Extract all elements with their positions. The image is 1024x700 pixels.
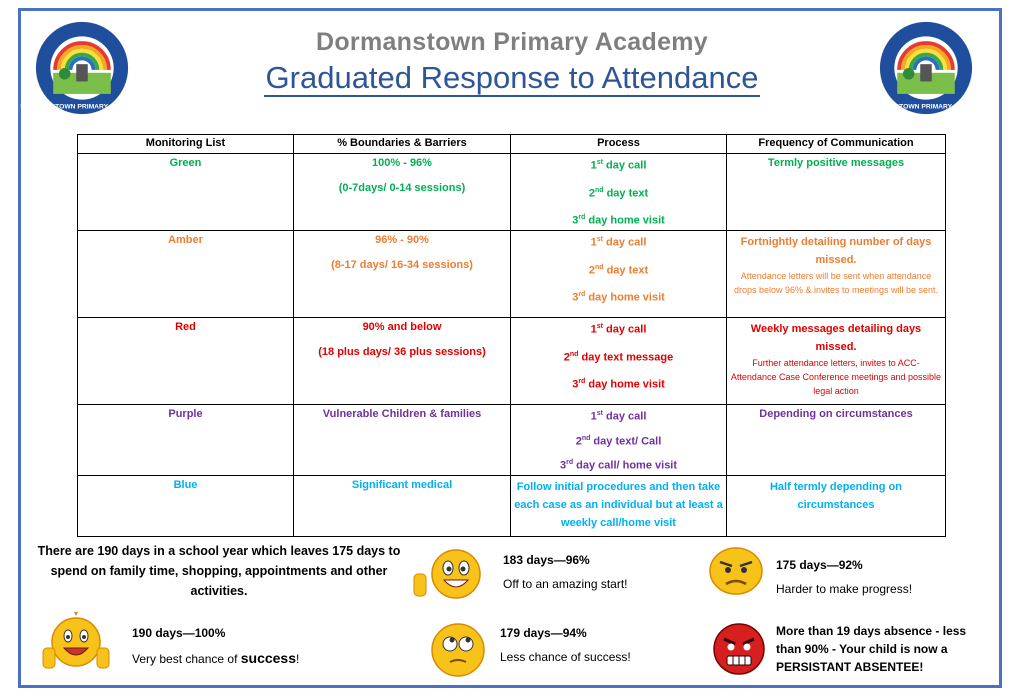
page-title-text: Graduated Response to Attendance bbox=[265, 60, 759, 95]
level-cell bbox=[78, 154, 294, 231]
page-title bbox=[0, 60, 1024, 96]
communication-note: Attendance letters will be sent when attendance drops below 96% & invites to meetings will be sent. bbox=[733, 271, 939, 295]
level-label: Purple bbox=[168, 408, 203, 420]
footer-item-175 bbox=[776, 558, 912, 596]
boundary-days: (0-7days/ 0-14 sessions) bbox=[338, 182, 466, 194]
column-header: Frequency of Communication bbox=[727, 135, 946, 154]
process-step: 2nd day text/ Call bbox=[575, 434, 662, 448]
footer-heading: 190 days—100% bbox=[132, 626, 226, 640]
level-cell bbox=[78, 318, 294, 405]
column-header: % Boundaries & Barriers bbox=[294, 135, 511, 154]
footer-heading: 175 days—92% bbox=[776, 558, 863, 572]
process-cell bbox=[511, 154, 727, 231]
process-cell bbox=[511, 475, 727, 536]
communication-cell bbox=[727, 231, 946, 318]
communication-text: Fortnightly detailing number of days missed. bbox=[740, 236, 932, 266]
process-step: 1st day call bbox=[590, 410, 647, 423]
communication-cell bbox=[727, 405, 946, 476]
table-row-purple bbox=[78, 405, 946, 476]
boundary-range: Significant medical bbox=[351, 478, 453, 491]
process-step: 1st day call bbox=[590, 323, 647, 336]
process-step: 2nd day text bbox=[588, 186, 649, 200]
process-cell bbox=[511, 405, 727, 476]
communication-cell bbox=[727, 318, 946, 405]
process-step: 2nd day text message bbox=[563, 350, 674, 364]
table-row-amber bbox=[78, 231, 946, 318]
communication-text: Weekly messages detailing days missed. bbox=[750, 323, 922, 353]
process-step: 1st day call bbox=[590, 159, 647, 172]
process-step: 2nd day text bbox=[588, 263, 649, 277]
thumbs-up-emoji bbox=[40, 612, 112, 679]
level-cell bbox=[78, 475, 294, 536]
boundary-cell bbox=[294, 405, 511, 476]
communication-text: Termly positive messages bbox=[767, 157, 905, 169]
level-cell bbox=[78, 231, 294, 318]
boundary-cell bbox=[294, 318, 511, 405]
boundary-range: 100% - 96% bbox=[372, 157, 432, 169]
footer-item-persistent bbox=[776, 622, 988, 676]
boundary-cell bbox=[294, 154, 511, 231]
footer-item-179 bbox=[500, 626, 631, 664]
boundary-range: 96% - 90% bbox=[375, 234, 429, 246]
boundary-range: Vulnerable Children & families bbox=[322, 408, 482, 420]
level-label: Amber bbox=[168, 234, 203, 246]
communication-cell bbox=[727, 475, 946, 536]
school-name: Dormanstown Primary Academy bbox=[315, 28, 709, 56]
intro-text: There are 190 days in a school year which leaves 175 days to spend on family time, shopping, appointments and other activities. bbox=[37, 544, 401, 598]
process-step: 3rd day call/ home visit bbox=[559, 459, 678, 472]
process-step: 3rd day home visit bbox=[572, 214, 665, 227]
boundary-cell bbox=[294, 475, 511, 536]
level-label: Green bbox=[169, 157, 202, 169]
communication-cell bbox=[727, 154, 946, 231]
column-header: Process bbox=[511, 135, 727, 154]
level-cell bbox=[78, 405, 294, 476]
furious-emoji bbox=[712, 622, 766, 681]
footer-heading: 179 days—94% bbox=[500, 626, 587, 640]
table-row-red bbox=[78, 318, 946, 405]
footer-text: Off to an amazing start! bbox=[503, 577, 628, 591]
communication-note: Further attendance letters, invites to ACC- Attendance Case Conference meetings and possible legal action bbox=[730, 358, 942, 396]
level-label: Blue bbox=[173, 478, 198, 491]
logo-text: DORMANSTOWN PRIMARY ACADEMY bbox=[20, 103, 144, 111]
process-text: Follow initial procedures and then take each case as an individual but at least a weekly call/home visit bbox=[514, 480, 723, 529]
footer-item-190 bbox=[132, 626, 299, 666]
rolling-eyes-emoji bbox=[430, 622, 486, 683]
process-step: 3rd day home visit bbox=[572, 291, 665, 304]
table-row-blue bbox=[78, 475, 946, 536]
boundary-range: 90% and below bbox=[362, 321, 442, 333]
process-step: 3rd day home visit bbox=[572, 378, 665, 391]
process-cell bbox=[511, 231, 727, 318]
angry-emoji bbox=[708, 546, 764, 601]
footer-text: Less chance of success! bbox=[500, 650, 631, 664]
footer-heading: 183 days—96% bbox=[503, 553, 590, 567]
boundary-days: (18 plus days/ 36 plus sessions) bbox=[318, 346, 486, 358]
logo-text: DORMANSTOWN PRIMARY ACADEMY bbox=[864, 103, 988, 111]
footer-heading: More than 19 days absence - less than 90% - Your child is now a PERSISTANT ABSENTEE! bbox=[776, 624, 967, 674]
column-header: Monitoring List bbox=[78, 135, 294, 154]
table-row-green bbox=[78, 154, 946, 231]
process-cell bbox=[511, 318, 727, 405]
winking-emoji bbox=[412, 548, 486, 605]
boundary-cell bbox=[294, 231, 511, 318]
communication-text: Depending on circumstances bbox=[759, 408, 913, 420]
process-step: 1st day call bbox=[590, 236, 647, 249]
footer-text: Very best chance of success! bbox=[132, 650, 300, 666]
footer-item-183 bbox=[503, 553, 628, 591]
footer-text: Harder to make progress! bbox=[776, 582, 913, 596]
attendance-table bbox=[77, 134, 946, 537]
level-label: Red bbox=[175, 321, 196, 333]
table-header-row bbox=[78, 135, 946, 154]
success-emphasis: success bbox=[240, 650, 297, 666]
boundary-days: (8-17 days/ 16-34 sessions) bbox=[331, 259, 473, 271]
communication-text: Half termly depending on circumstances bbox=[769, 480, 902, 511]
